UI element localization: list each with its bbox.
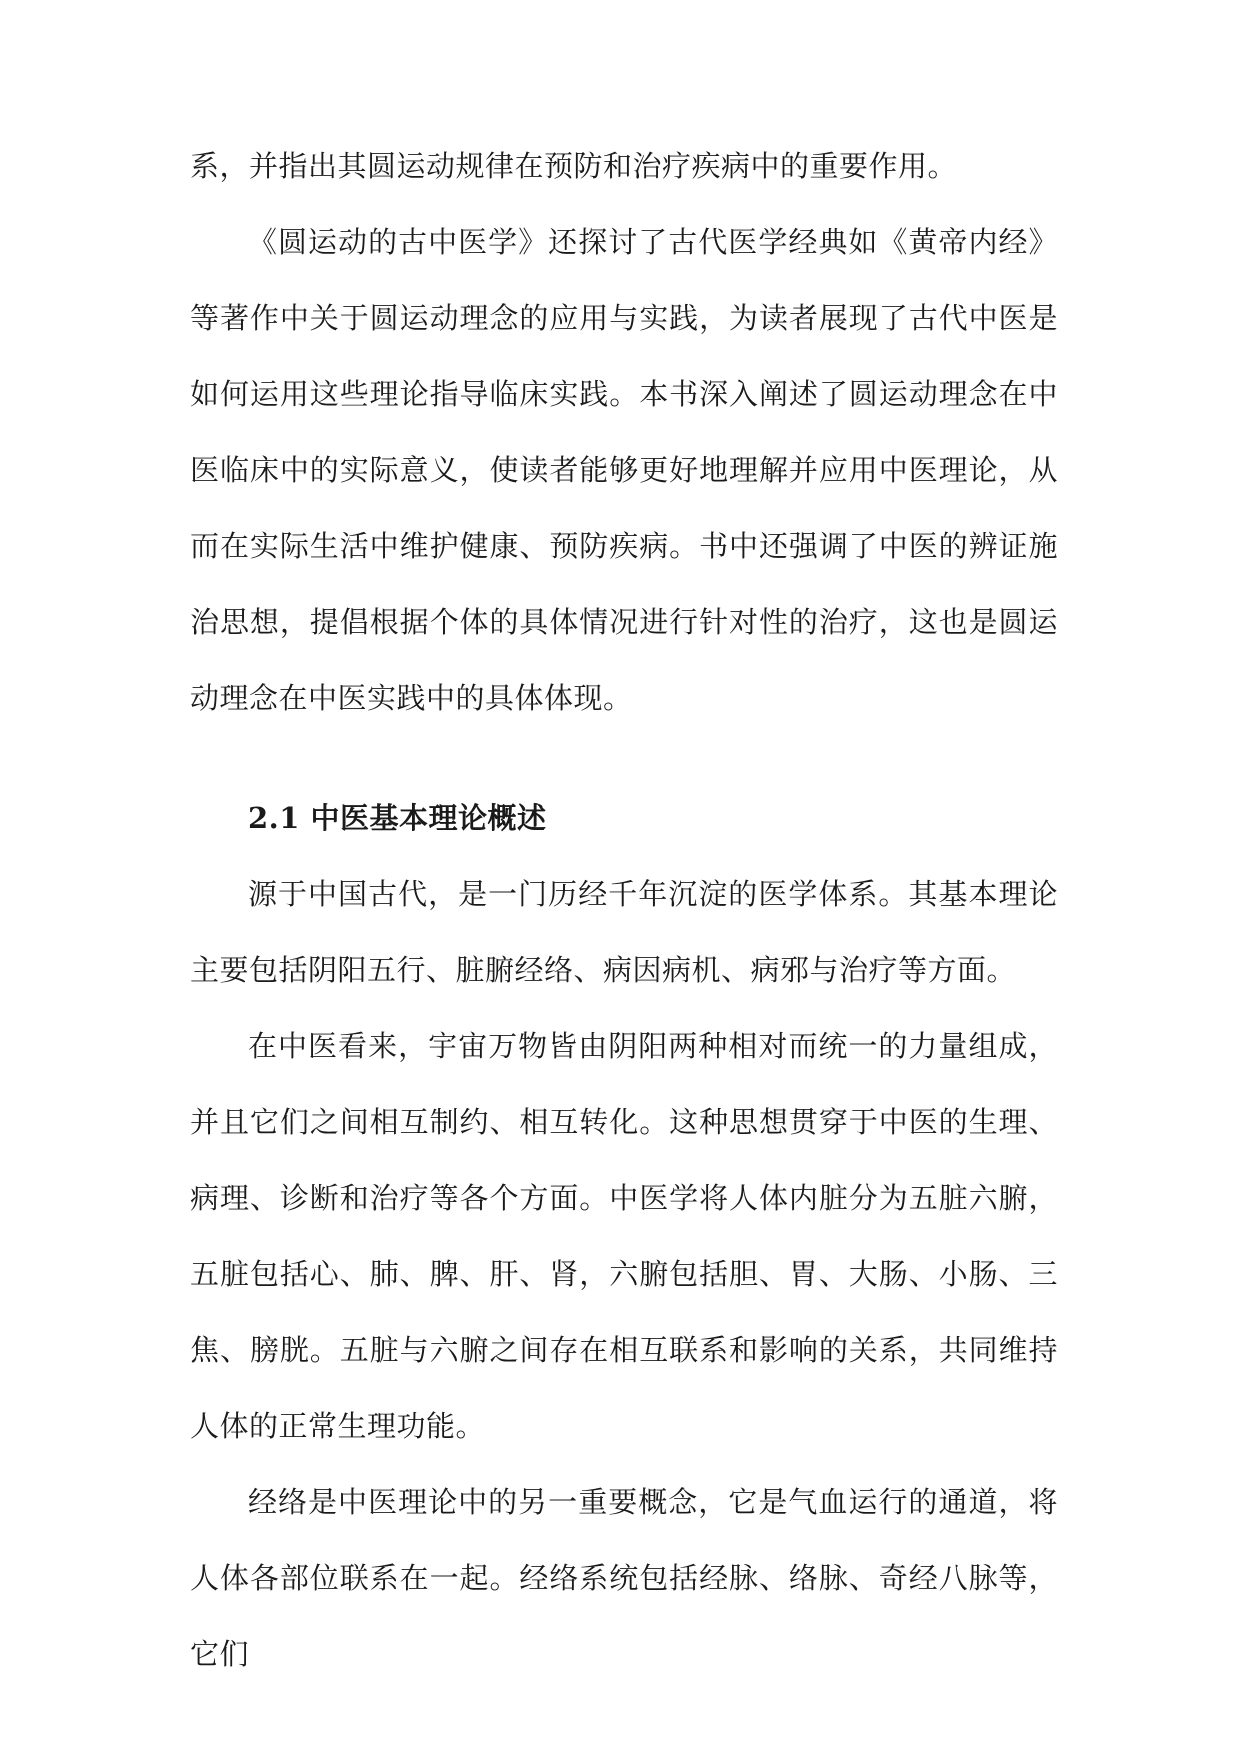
section-heading: 2.1 中医基本理论概述 <box>248 801 547 835</box>
paragraph-origin: 源于中国古代，是一门历经千年沉淀的医学体系。其基本理论主要包括阴阳五行、脏腑经络、病因病机、病邪与治疗等方面。 <box>190 877 1058 987</box>
paragraph-continued: 系，并指出其圆运动规律在预防和治疗疾病中的重要作用。 <box>190 149 958 183</box>
paragraph-meridians: 经络是中医理论中的另一重要概念，它是气血运行的通道，将人体各部位联系在一起。经络系统包括经脉、络脉、奇经八脉等，它们 <box>190 1485 1058 1671</box>
document-page <box>190 128 1058 1692</box>
paragraph-yinyang: 在中医看来，宇宙万物皆由阴阳两种相对而统一的力量组成，并且它们之间相互制约、相互转化。这种思想贯穿于中医的生理、病理、诊断和治疗等各个方面。中医学将人体内脏分为五脏六腑，五脏包括心、肺、脾、肝、肾，六腑包括胆、胃、大肠、小肠、三焦、膀胱。五脏与六腑之间存在相互联系和影响的关系，共同维持人体的正常生理功能。 <box>190 1029 1058 1443</box>
paragraph-book-explores: 《圆运动的古中医学》还探讨了古代医学经典如《黄帝内经》等著作中关于圆运动理念的应用与实践，为读者展现了古代中医是如何运用这些理论指导临床实践。本书深入阐述了圆运动理念在中医临床中的实际意义，使读者能够更好地理解并应用中医理论，从而在实际生活中维护健康、预防疾病。书中还强调了中医的辨证施治思想，提倡根据个体的具体情况进行针对性的治疗，这也是圆运动理念在中医实践中的具体体现。 <box>190 225 1058 715</box>
